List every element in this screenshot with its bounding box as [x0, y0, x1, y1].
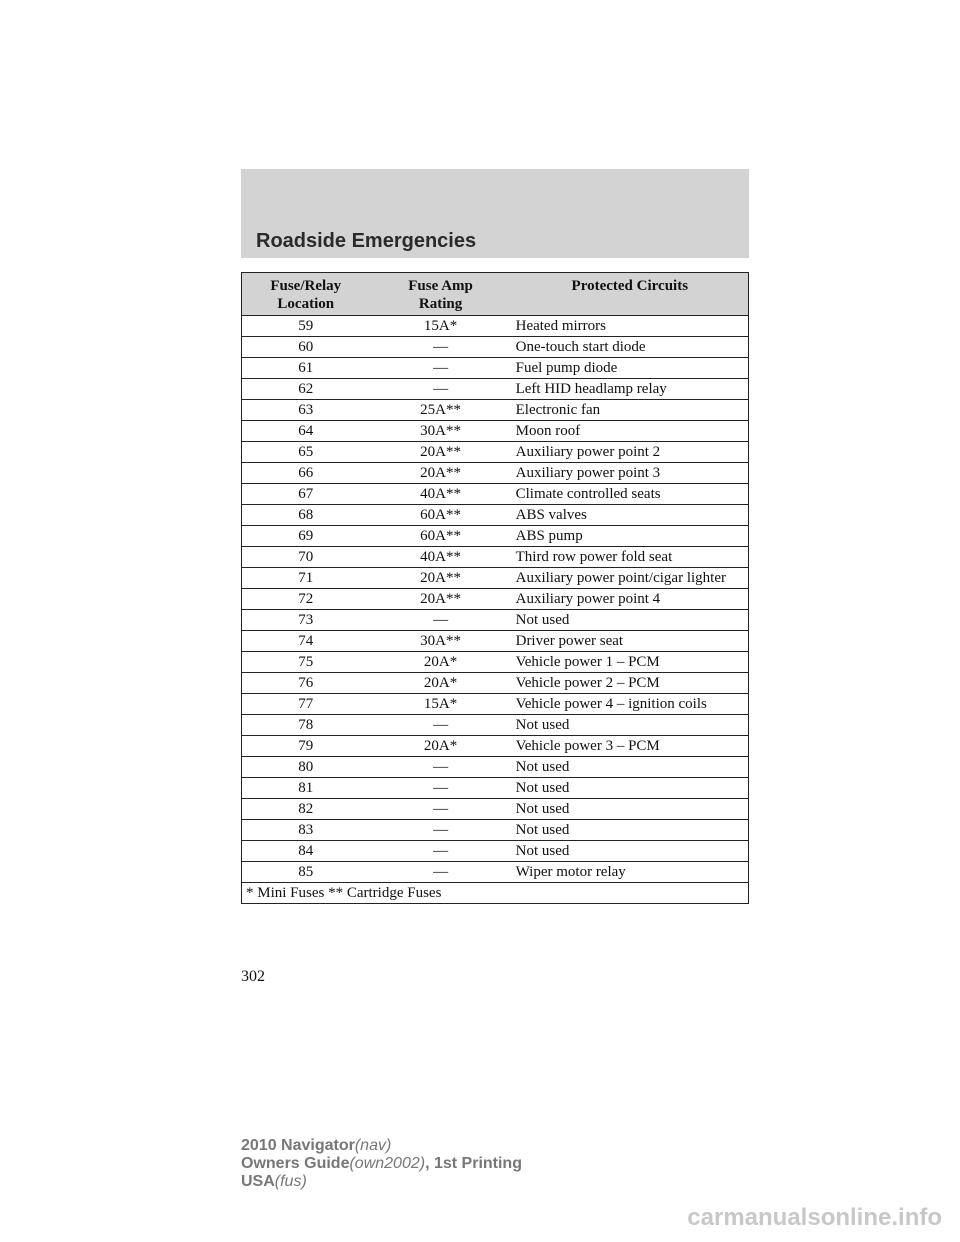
fuse-location-cell: 80 [242, 757, 370, 778]
fuse-amp-cell: — [370, 358, 512, 379]
fuse-location-cell: 74 [242, 631, 370, 652]
table-row [242, 421, 749, 442]
protected-circuit-cell: Vehicle power 1 – PCM [512, 652, 749, 673]
fuse-amp-cell: — [370, 778, 512, 799]
fuse-location-cell: 76 [242, 673, 370, 694]
protected-circuit-cell: Left HID headlamp relay [512, 379, 749, 400]
document-footer [241, 1137, 522, 1191]
fuse-location-cell: 65 [242, 442, 370, 463]
column-header-amp-rating: Fuse Amp Rating [370, 273, 512, 316]
table-row [242, 652, 749, 673]
protected-circuit-cell: Vehicle power 2 – PCM [512, 673, 749, 694]
fuse-location-cell: 75 [242, 652, 370, 673]
fuse-location-cell: 78 [242, 715, 370, 736]
table-row [242, 610, 749, 631]
table-row [242, 736, 749, 757]
table-header-row [242, 273, 749, 316]
protected-circuit-cell: Not used [512, 757, 749, 778]
watermark-logo: carmanualsonline.info [687, 1204, 942, 1231]
table-row [242, 400, 749, 421]
protected-circuit-cell: Moon roof [512, 421, 749, 442]
protected-circuit-cell: Not used [512, 610, 749, 631]
fuse-location-cell: 63 [242, 400, 370, 421]
fuse-amp-cell: 20A* [370, 673, 512, 694]
table-row [242, 799, 749, 820]
table-row [242, 358, 749, 379]
fuse-location-cell: 64 [242, 421, 370, 442]
protected-circuit-cell: Driver power seat [512, 631, 749, 652]
fuse-amp-cell: 30A** [370, 421, 512, 442]
table-footnote: * Mini Fuses ** Cartridge Fuses [242, 883, 749, 904]
protected-circuit-cell: ABS valves [512, 505, 749, 526]
fuse-amp-cell: 20A** [370, 589, 512, 610]
fuse-location-cell: 73 [242, 610, 370, 631]
fuse-location-cell: 69 [242, 526, 370, 547]
fuse-amp-cell: 20A* [370, 652, 512, 673]
fuse-amp-cell: 40A** [370, 484, 512, 505]
table-body [242, 316, 749, 883]
fuse-amp-cell: 20A** [370, 463, 512, 484]
protected-circuit-cell: Vehicle power 4 – ignition coils [512, 694, 749, 715]
protected-circuit-cell: ABS pump [512, 526, 749, 547]
fuse-amp-cell: — [370, 610, 512, 631]
fuse-amp-cell: 60A** [370, 526, 512, 547]
column-header-location: Fuse/Relay Location [242, 273, 370, 316]
fuse-location-cell: 66 [242, 463, 370, 484]
table-row [242, 316, 749, 337]
fuse-amp-cell: 40A** [370, 547, 512, 568]
table-row [242, 841, 749, 862]
fuse-location-cell: 72 [242, 589, 370, 610]
section-title: Roadside Emergencies [256, 230, 477, 252]
fuse-amp-cell: — [370, 379, 512, 400]
table-row [242, 379, 749, 400]
fuse-location-cell: 71 [242, 568, 370, 589]
footer-line-1: 2010 Navigator(nav) [241, 1137, 392, 1154]
fuse-location-cell: 62 [242, 379, 370, 400]
fuse-location-cell: 59 [242, 316, 370, 337]
fuse-amp-cell: 20A* [370, 736, 512, 757]
table-row [242, 463, 749, 484]
fuse-location-cell: 60 [242, 337, 370, 358]
footer-line-2: Owners Guide(own2002), 1st Printing [241, 1155, 522, 1172]
fuse-location-cell: 77 [242, 694, 370, 715]
fuse-location-cell: 81 [242, 778, 370, 799]
table-row [242, 820, 749, 841]
fuse-amp-cell: — [370, 862, 512, 883]
protected-circuit-cell: Auxiliary power point 3 [512, 463, 749, 484]
fuse-table [241, 272, 749, 904]
fuse-amp-cell: 25A** [370, 400, 512, 421]
protected-circuit-cell: Not used [512, 841, 749, 862]
footnote-row [242, 883, 749, 904]
fuse-amp-cell: 20A** [370, 442, 512, 463]
table-row [242, 442, 749, 463]
protected-circuit-cell: Climate controlled seats [512, 484, 749, 505]
fuse-location-cell: 79 [242, 736, 370, 757]
table-row [242, 862, 749, 883]
table-row [242, 547, 749, 568]
protected-circuit-cell: Not used [512, 799, 749, 820]
fuse-amp-cell: 60A** [370, 505, 512, 526]
fuse-location-cell: 68 [242, 505, 370, 526]
fuse-amp-cell: — [370, 337, 512, 358]
protected-circuit-cell: Electronic fan [512, 400, 749, 421]
protected-circuit-cell: Auxiliary power point/cigar lighter [512, 568, 749, 589]
table-row [242, 757, 749, 778]
protected-circuit-cell: Not used [512, 715, 749, 736]
table-row [242, 673, 749, 694]
protected-circuit-cell: Wiper motor relay [512, 862, 749, 883]
protected-circuit-cell: Not used [512, 820, 749, 841]
protected-circuit-cell: Auxiliary power point 2 [512, 442, 749, 463]
table-row [242, 526, 749, 547]
fuse-amp-cell: 15A* [370, 694, 512, 715]
protected-circuit-cell: Not used [512, 778, 749, 799]
fuse-amp-cell: — [370, 841, 512, 862]
table-row [242, 715, 749, 736]
table-row [242, 778, 749, 799]
table-row [242, 694, 749, 715]
fuse-amp-cell: — [370, 715, 512, 736]
protected-circuit-cell: One-touch start diode [512, 337, 749, 358]
fuse-location-cell: 61 [242, 358, 370, 379]
fuse-location-cell: 84 [242, 841, 370, 862]
protected-circuit-cell: Third row power fold seat [512, 547, 749, 568]
fuse-location-cell: 83 [242, 820, 370, 841]
fuse-amp-cell: 15A* [370, 316, 512, 337]
protected-circuit-cell: Vehicle power 3 – PCM [512, 736, 749, 757]
column-header-protected-circuits: Protected Circuits [512, 273, 749, 316]
table-row [242, 568, 749, 589]
table-row [242, 505, 749, 526]
fuse-amp-cell: 20A** [370, 568, 512, 589]
fuse-location-cell: 85 [242, 862, 370, 883]
fuse-amp-cell: — [370, 757, 512, 778]
footer-line-3: USA(fus) [241, 1173, 307, 1190]
table-row [242, 631, 749, 652]
table-row [242, 589, 749, 610]
protected-circuit-cell: Auxiliary power point 4 [512, 589, 749, 610]
section-header [241, 169, 749, 258]
protected-circuit-cell: Fuel pump diode [512, 358, 749, 379]
fuse-location-cell: 82 [242, 799, 370, 820]
protected-circuit-cell: Heated mirrors [512, 316, 749, 337]
table-row [242, 484, 749, 505]
page-number: 302 [241, 968, 265, 985]
fuse-amp-cell: — [370, 820, 512, 841]
fuse-amp-cell: 30A** [370, 631, 512, 652]
fuse-location-cell: 70 [242, 547, 370, 568]
fuse-location-cell: 67 [242, 484, 370, 505]
table-row [242, 337, 749, 358]
fuse-amp-cell: — [370, 799, 512, 820]
